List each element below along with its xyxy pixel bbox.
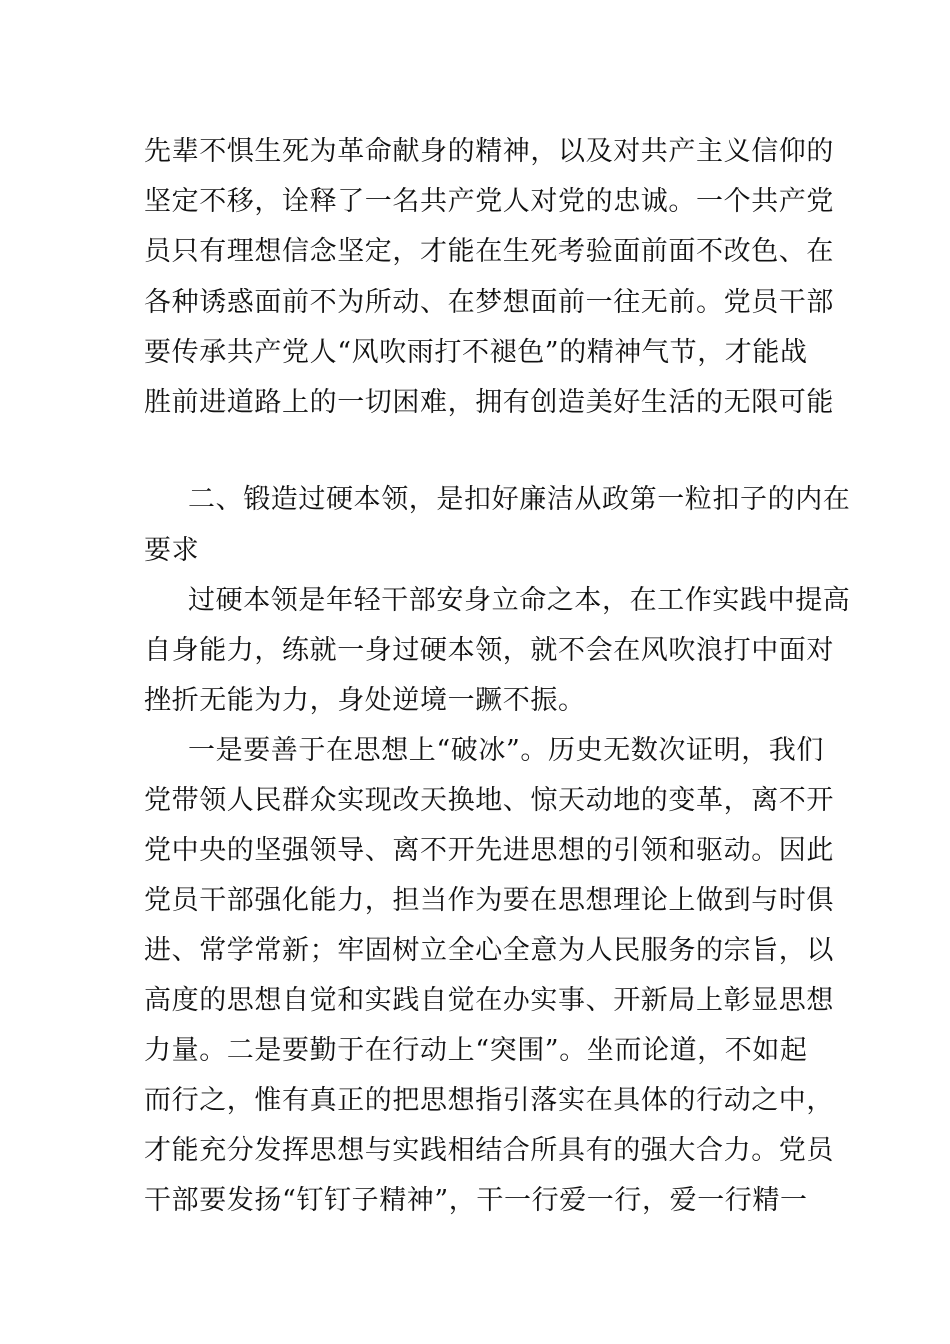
paragraph-line: 党员干部强化能力，担当作为要在思想理论上做到与时俱: [144, 885, 834, 916]
section-heading-line: 要求: [144, 535, 200, 566]
paragraph-line: 高度的思想自觉和实践自觉在办实事、开新局上彰显思想: [144, 985, 834, 1016]
paragraph-line: 党带领人民群众实现改天换地、惊天动地的变革，离不开: [144, 785, 834, 816]
paragraph-line: 胜前进道路上的一切困难，拥有创造美好生活的无限可能: [144, 387, 834, 418]
paragraph-line: 进、常学常新；牢固树立全心全意为人民服务的宗旨，以: [144, 935, 834, 966]
section-heading-line: 二、锻造过硬本领，是扣好廉洁从政第一粒扣子的内在: [188, 484, 851, 515]
paragraph-line: 党中央的坚强领导、离不开先进思想的引领和驱动。因此: [144, 835, 834, 866]
paragraph-line: 要传承共产党人“风吹雨打不褪色”的精神气节，才能战: [144, 337, 808, 368]
paragraph-line: 挫折无能为力，身处逆境一蹶不振。: [144, 685, 586, 716]
paragraph-line: 各种诱惑面前不为所动、在梦想面前一往无前。党员干部: [144, 287, 834, 318]
paragraph-line: 干部要发扬“钉钉子精神”，干一行爱一行，爱一行精一: [144, 1185, 808, 1216]
paragraph-line: 先辈不惧生死为革命献身的精神，以及对共产主义信仰的: [144, 136, 834, 167]
paragraph-line: 一是要善于在思想上“破冰”。历史无数次证明，我们: [188, 735, 825, 766]
paragraph-line: 过硬本领是年轻干部安身立命之本，在工作实践中提高: [188, 585, 851, 616]
paragraph-line: 自身能力，练就一身过硬本领，就不会在风吹浪打中面对: [144, 635, 834, 666]
paragraph-line: 才能充分发挥思想与实践相结合所具有的强大合力。党员: [144, 1135, 834, 1166]
paragraph-line: 员只有理想信念坚定，才能在生死考验面前面不改色、在: [144, 236, 834, 267]
paragraph-line: 力量。二是要勤于在行动上“突围”。坐而论道，不如起: [144, 1035, 808, 1066]
paragraph-line: 而行之，惟有真正的把思想指引落实在具体的行动之中，: [144, 1085, 834, 1116]
paragraph-line: 坚定不移，诠释了一名共产党人对党的忠诚。一个共产党: [144, 186, 834, 217]
